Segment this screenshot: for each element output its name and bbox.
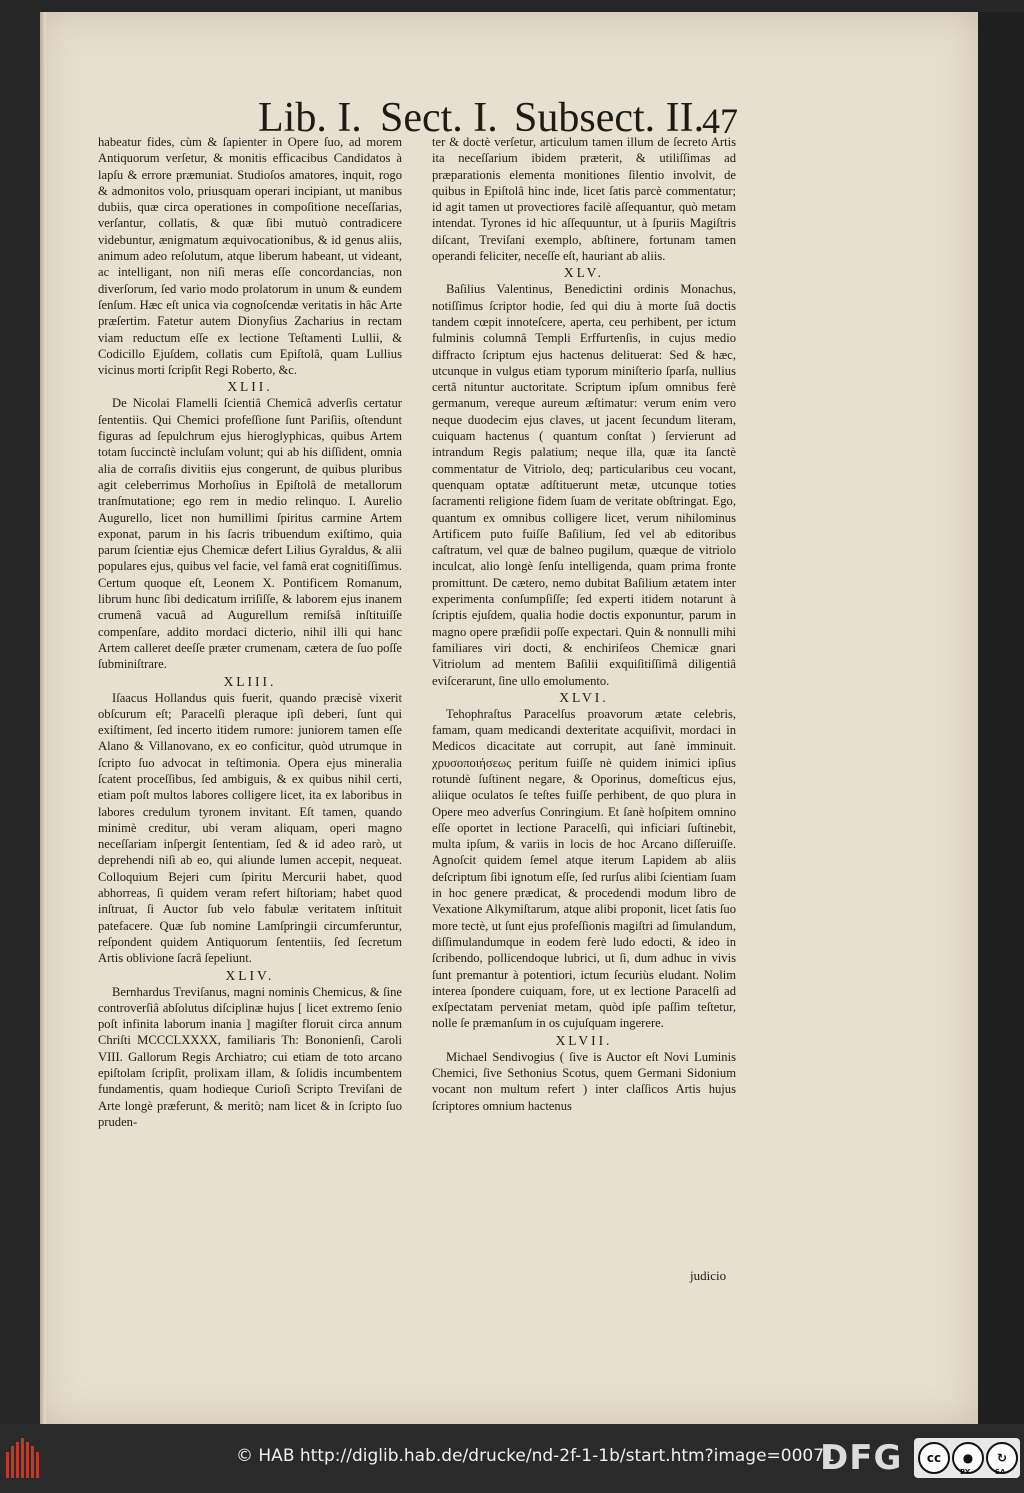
cc-license-badge[interactable] xyxy=(914,1438,1020,1478)
page-gutter xyxy=(40,12,46,1424)
paragraph: habeatur fides, cùm & ſapienter in Opere ſuo, ad morem Antiquorum verſetur, & monitis efficacibus Candidatos à lapſu & errore præmuniat. Studioſos amatores, inquit, rogo & admonitos volo, priusquam operari incipiant, ut manibus dubiis, quæ circa operationes in compoſitione neceſſarias, verſantur, collatis, & quæ ſibi mutuò contradicere videbuntur, ænigmatum æquivocationibus, & id genus aliis, animum adeo reſolutum, atque liberum habeant, ut videant, ac intelligant, non niſi meras eſſe concordancias, non diverſorum, ſed vario modo prolatorum in unum & eundem ſenſum. Hæc eſt unica via cognoſcendæ veritatis in hâc Arte præſertim. Fatetur autem Dionyſius Zacharius in rectam viam reductum eſſe ex lectione Teſtamenti Lullii, & Codicillo Ejuſdem, collatis cum Epiſtolâ, quam Lullius vicinus morti ſcripſit Regi Roberto, &c. xyxy=(98,135,402,378)
by-label: BY xyxy=(960,1468,971,1476)
section-numeral: XLV. xyxy=(563,265,605,281)
header-sect: Sect. I. xyxy=(380,95,498,141)
paragraph: Bernhardus Treviſanus, magni nominis Chemicus, & ſine controverſiâ abſolutus diſciplinæ hujus [ licet extremo ſenio poſt infinita laborum inania ] magiſter floruit circa annum Chriſti MCCCLXXXX, familiaris Th: Bononienſi, Caroli VIII. Gallorum Regis Archiatro; cui etiam de toto arcano epiſtolam ſcripſit, prolixam illam, & ſolidis incumbentem fundamentis, quam hodieque Curioſi Scripto Treviſani de Arte longè præferunt, & meritò; nam licet & in ſcripto ſuo pruden- xyxy=(98,984,402,1129)
library-logo-icon xyxy=(6,1438,40,1478)
section-numeral: XLIV. xyxy=(225,967,275,983)
paragraph: ter & doctè verſetur, articulum tamen illum de ſecreto Artis ita neceſſarium ibidem præterit, & utiliſſimas ad præparationis elementa monitiones ſilentio involvit, de quibus in Epiſtolâ hinc inde, licet ſatis parcè commentatur; id agit tamen ut provectiores facilè aſſequantur, quò metam intendat. Tyrones id hic aſſequuntur, ut à ſpuriis Magiſtris diſcant, Treviſani exemplo, abſtinere, fortunam tamen operandi feliciter, neceſſe eſt, hauriant ab aliis. xyxy=(432,135,736,264)
header-lib: Lib. I. xyxy=(258,95,362,141)
catchword: judicio xyxy=(690,1268,727,1283)
dfg-logo: DFG xyxy=(820,1438,903,1478)
viewer-footer xyxy=(0,1424,1024,1493)
sa-share-alike-icon: ↻ xyxy=(986,1442,1018,1474)
left-column xyxy=(98,134,402,1294)
paragraph: Michael Sendivogius ( ſive is Auctor eſt Novi Luminis Chemici, ſive Sethonius Scotus, quem Germani Sidonium vocant non multum refert ) inter claſſicos Artis hujus ſcriptores omnium hactenus xyxy=(432,1049,736,1113)
section-numeral: XLVI. xyxy=(559,689,609,705)
section-numeral: XLIII. xyxy=(223,673,277,689)
paragraph: De Nicolai Flamelli ſcientiâ Chemicâ adverſis certatur ſententiis. Qui Chemici profeſſione ſunt Pariſiis, oſtendunt figuras ad ſepulchrum ejus hieroglyphicas, quibus Artem totam ſuccinctè incluſam volunt; qui ab his diſſident, omnia alia de corraſis divitiis ejus congerunt, de quibus pluribus agit celeberrimus Morhoſius in Epiſtolâ de metallorum tranſmutatione; ego rem in medio relinquo. I. Aurelio Augurello, licet non humillimi ſpiritus carmine Artem exponat, parum in his ſacris tribuendum exiſtimo, quia parum ſcientiæ ejus Chemicæ defert Lilius Gyraldus, & alii populares ejus, quibus vel facie, vel famâ erat cognitiſſimus. Certum quoque eſt, Leonem X. Pontificem Romanum, librum hunc ſibi dedicatum irriſiſſe, & laborem ejus inanem crumenâ vacuâ ad Augurellum remiſsâ inſtituiſſe compenſare, addito mordaci dicterio, nihil illi qui hanc Artem calleret deeſſe præter crumenam, cætera de ſuo poſſe ſubminiſtrare. xyxy=(98,396,402,672)
paragraph: Iſaacus Hollandus quis fuerit, quando præcisè vixerit obſcurum eſt; Paracelſi pleraque ipſi deberi, ſunt qui exiſtiment, ſed incerto itidem rumore: juniorem tamen eſſe Alano & Villanovano, ex eo conficitur, quòd utrumque in ſcripto ſuo advocat in teſtimonia. Opera ejus mineralia ſcatent proceſſibus, ſed ambiguis, & ex quibus nihil certi, etiam poſt multos labores colligere licet, ita ex laboribus in labores credulum tyronem invitant. Eſt tamen, quando minimè creditur, ubi veram aliquam, operi magno neceſſariam inſpergit ſententiam, ſed & id adeo rarò, ut deprehendi niſi ab eo, qui aliunde lumen accepit, nequeat. Colloquium Bejeri cum ſpiritu Mercurii habet, quod abhorreas, ſi quidem veram refert hiſtoriam; habet quod inſtruat, ſi Auctor ſub velo fabulæ veritatem inſtituit patefacere. Quæ ſub nomine Lamſpringii circumferuntur, reſpondent quidem Antiquorum ſententiis, ſed ſecretum Artis oblivione ſacrâ ſepeliunt. xyxy=(98,690,402,966)
section-numeral: XLVII. xyxy=(555,1032,613,1048)
right-column xyxy=(432,134,736,1294)
sa-label: SA xyxy=(995,1468,1006,1476)
by-person-icon: ● xyxy=(952,1442,984,1474)
paragraph: Tehophraſtus Paracelſus proavorum ætate celebris, famam, quam medicandi dexteritate acquiſivit, mordaci in Medicos dicacitate aut corrupit, aut ſanè imminuit. χρυσοποιήσεως peritum fuiſſe nè quidem inimici ipſius rotundè ſuſtinent negare, & Oporinus, domeſticus ejus, aliique oculatos ſe teſtes fuiſſe perhibent, de quo plura in Opere meo adverſus Conringium. Et ſanè hoſpitem omnino eſſe oportet in lectione Paracelſi, qui inficiari ſuſtinebit, multa ipſum, & variis in locis de hoc Arcano diſſeruiſſe. Agnoſcit quidem ſemel atque iterum Lapidem ab aliis deſcriptum ſibi ignotum eſſe, ſed rurſus alibi ſcientiam ſuam in hoc genere prædicat, & procedendi modum libro de Vexatione Alkymiſtarum, atque alibi proponit, licet ſatis ſuo more tectè, ut ſunt ejus profeſſionis magiſtri ad ſimulandum, diſſimulandumque in eodem ferè ludo edocti, & ideo in ſcribendo, pollicendoque lubrici, ut ſi, dum adhuc in vivis ſunt premantur à potentiori, ictum ſecuriùs eludant. Nolim interea ſpondere cuiquam, fore, ut ex lectione Paracelſi ad exſpectatam perveniat metam, quòd ipſe paſſim teſtetur, nolle ſe præmanſum in os cujuſquam ingerere. xyxy=(432,706,736,1031)
section-numeral: XLII. xyxy=(227,379,273,395)
cc-icon: cc xyxy=(918,1442,950,1474)
page-edge xyxy=(978,12,1024,1424)
header-subsect: Subsect. II. xyxy=(514,95,705,141)
paragraph: Baſilius Valentinus, Benedictini ordinis Monachus, notiſſimus ſcriptor hodie, ſed qui diu à morte ſuâ doctis tandem cœpit innoteſcere, aperta, ceu perhibent, per ictum fulminis columnâ Templi Erffurtenſis, in cujus medio diffracto ſcriptum ejus hactenus delituerat: Sed & hæc, utcunque in vulgus etiam typorum miniſterio ſparſa, nullius certâ nituntur auctoritate. Scriptum ipſum omnibus ferè germanum, vereque aureum æſtimatur: verum enim vero neque duodecim ejus claves, ut jacent ſecundum literam, cuiquam hactenus ( quantum conſtat ) ſervierunt ad intrandum Regis palatium; neque illa, quæ ita ſanctè commentatur de Vitriolo, deq; particularibus ceu vocant, quenquam optatæ adſtituerunt metæ, utcunque toties ſacramenti religione fidem ſuam de veritate obſtringat. Ego, quantum ex omnibus colligere licet, verum nihilominus Artificem puto fuiſſe Baſilium, ſed vel ab editoribus caſtratum, vel quæ de balneo pugilum, quæque de vitriolo inculcat, alio longè ſenſu intelligenda, quam prima fronte promittunt. De cætero, nemo dubitat Baſilium ætatem inter experimenta conſumpſiſſe; ſed experti itidem notarunt à ſcriptis ejuſdem, qualia hodie doctis exponuntur, parum in magno opere præſidii poſſe expectari. Quin & nonnulli mihi familiares viri docti, & enchiriſeos Chemicæ gnari Vitriolum ad mentem Baſilii exquiſitiſſimâ diligentiâ eviſcerarunt, ſine ullo emolumento. xyxy=(432,282,736,688)
source-link[interactable]: © HAB http://diglib.hab.de/drucke/nd-2f-1-1b/start.htm?image=00071 xyxy=(236,1446,835,1466)
page-number: 47 xyxy=(702,101,738,141)
